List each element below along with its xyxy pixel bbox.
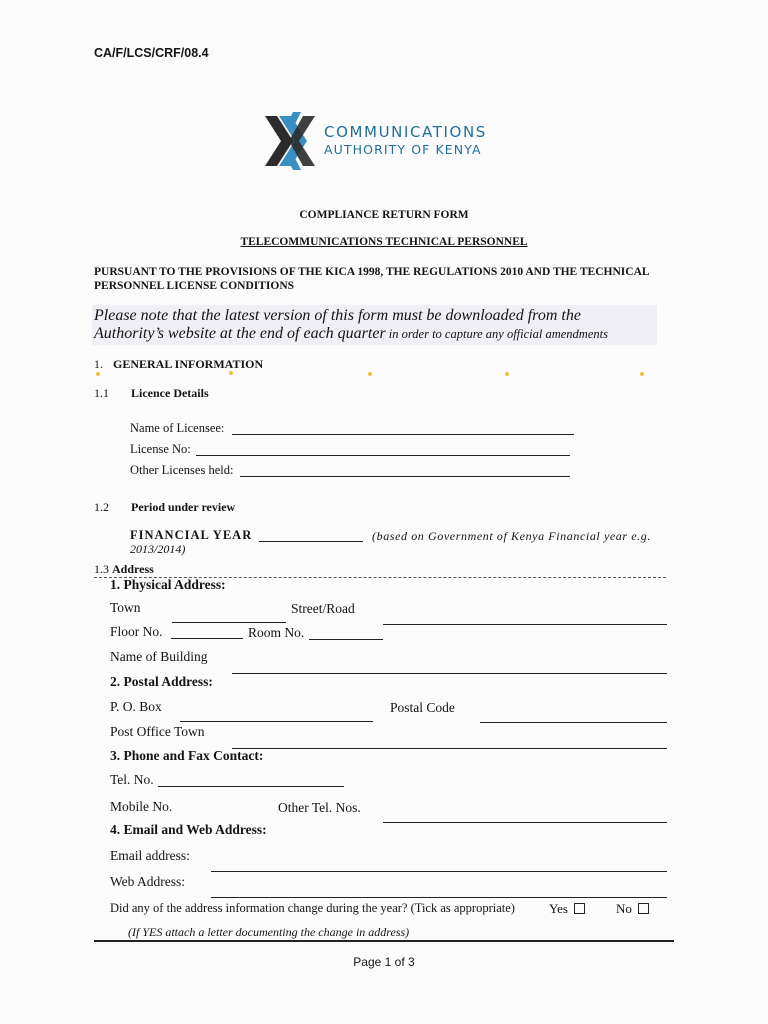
subsection-1-2-title: Period under review	[131, 500, 236, 514]
po-box-label: P. O. Box	[110, 699, 162, 714]
post-office-town-label: Post Office Town	[110, 724, 205, 739]
street-road-field[interactable]	[383, 624, 667, 625]
building-label: Name of Building	[110, 649, 208, 664]
page-number: Page 1 of 3	[353, 955, 415, 969]
room-no-label: Room No.	[248, 625, 305, 640]
other-licenses-label: Other Licenses held:	[130, 463, 234, 477]
note-line-2	[94, 325, 608, 343]
email-label: Email address:	[110, 848, 190, 863]
note-line-2-main: Authority’s website at the end of each quarter	[94, 325, 386, 342]
subsection-1-1	[94, 386, 209, 401]
subsection-1-2	[94, 500, 235, 515]
email-field[interactable]	[211, 871, 667, 872]
subsection-1-1-number: 1.1	[94, 386, 109, 400]
tel-no-field[interactable]	[158, 786, 344, 787]
no-checkbox[interactable]	[638, 903, 649, 914]
yes-option[interactable]	[549, 901, 585, 917]
form-subtitle: TELECOMMUNICATIONS TECHNICAL PERSONNEL	[240, 236, 528, 248]
section-1-number: 1.	[94, 357, 103, 371]
section-1-title: GENERAL INFORMATION	[113, 357, 264, 371]
po-box-field[interactable]	[180, 721, 373, 722]
street-road-label: Street/Road	[291, 601, 355, 616]
mobile-no-label: Mobile No.	[110, 799, 173, 814]
web-field[interactable]	[211, 897, 667, 898]
physical-address-heading: 1. Physical Address:	[110, 577, 226, 592]
floor-no-label: Floor No.	[110, 624, 163, 639]
pursuant-statement: PURSUANT TO THE PROVISIONS OF THE KICA 1998, THE REGULATIONS 2010 AND THE TECHNICAL PERSONNEL LICENSE CONDITIONS	[94, 266, 649, 292]
license-no-label: License No:	[130, 442, 191, 456]
scan-speck	[229, 371, 233, 375]
document-code: CA/F/LCS/CRF/08.4	[94, 46, 209, 60]
other-tel-label: Other Tel. Nos.	[278, 800, 361, 815]
building-field[interactable]	[232, 673, 667, 674]
if-yes-instruction: (If YES attach a letter documenting the change in address)	[128, 925, 410, 939]
subsection-1-3-number: 1.3	[94, 562, 109, 576]
license-no-field[interactable]	[196, 455, 570, 456]
subsection-1-2-number: 1.2	[94, 500, 109, 514]
financial-year-note: (based on Government of Kenya Financial year e.g.	[372, 529, 652, 543]
scan-speck	[96, 372, 100, 376]
postal-address-heading: 2. Postal Address:	[110, 674, 213, 689]
postal-code-field[interactable]	[480, 722, 667, 723]
bottom-rule	[94, 940, 674, 942]
note-line-2-small: in order to capture any official amendments	[385, 327, 608, 341]
room-no-field[interactable]	[309, 639, 383, 640]
authority-logo-icon	[263, 112, 319, 170]
no-option[interactable]	[616, 901, 649, 917]
tel-no-label: Tel. No.	[110, 772, 154, 787]
financial-year-note-2: 2013/2014)	[130, 542, 186, 556]
scan-speck	[505, 372, 509, 376]
subsection-1-1-title: Licence Details	[131, 386, 209, 400]
name-of-licensee-field[interactable]	[232, 434, 574, 435]
financial-year-label: FINANCIAL YEAR	[130, 528, 253, 542]
post-office-town-field[interactable]	[232, 748, 667, 749]
scan-speck	[640, 372, 644, 376]
address-change-question: Did any of the address information change during the year? (Tick as appropriate)	[110, 901, 515, 915]
scan-speck	[368, 372, 372, 376]
name-of-licensee-label: Name of Licensee:	[130, 421, 225, 435]
other-licenses-field[interactable]	[240, 476, 570, 477]
web-label: Web Address:	[110, 874, 186, 889]
other-tel-field[interactable]	[383, 822, 667, 823]
form-title: COMPLIANCE RETURN FORM	[299, 209, 469, 221]
no-label: No	[616, 901, 632, 916]
subsection-1-3	[94, 562, 154, 577]
logo-line-2: AUTHORITY OF KENYA	[324, 142, 482, 157]
subsection-1-3-title: Address	[112, 562, 154, 576]
section-1-heading	[94, 357, 263, 372]
postal-code-label: Postal Code	[390, 700, 455, 715]
note-line-1: Please note that the latest version of this form must be downloaded from the	[94, 307, 581, 324]
yes-label: Yes	[549, 901, 568, 916]
logo-line-1: COMMUNICATIONS	[324, 123, 487, 141]
floor-no-field[interactable]	[171, 638, 243, 639]
email-web-heading: 4. Email and Web Address:	[110, 822, 267, 837]
financial-year-field[interactable]	[259, 541, 363, 542]
town-field[interactable]	[172, 622, 286, 623]
yes-checkbox[interactable]	[574, 903, 585, 914]
phone-fax-heading: 3. Phone and Fax Contact:	[110, 748, 264, 763]
town-label: Town	[110, 600, 141, 615]
